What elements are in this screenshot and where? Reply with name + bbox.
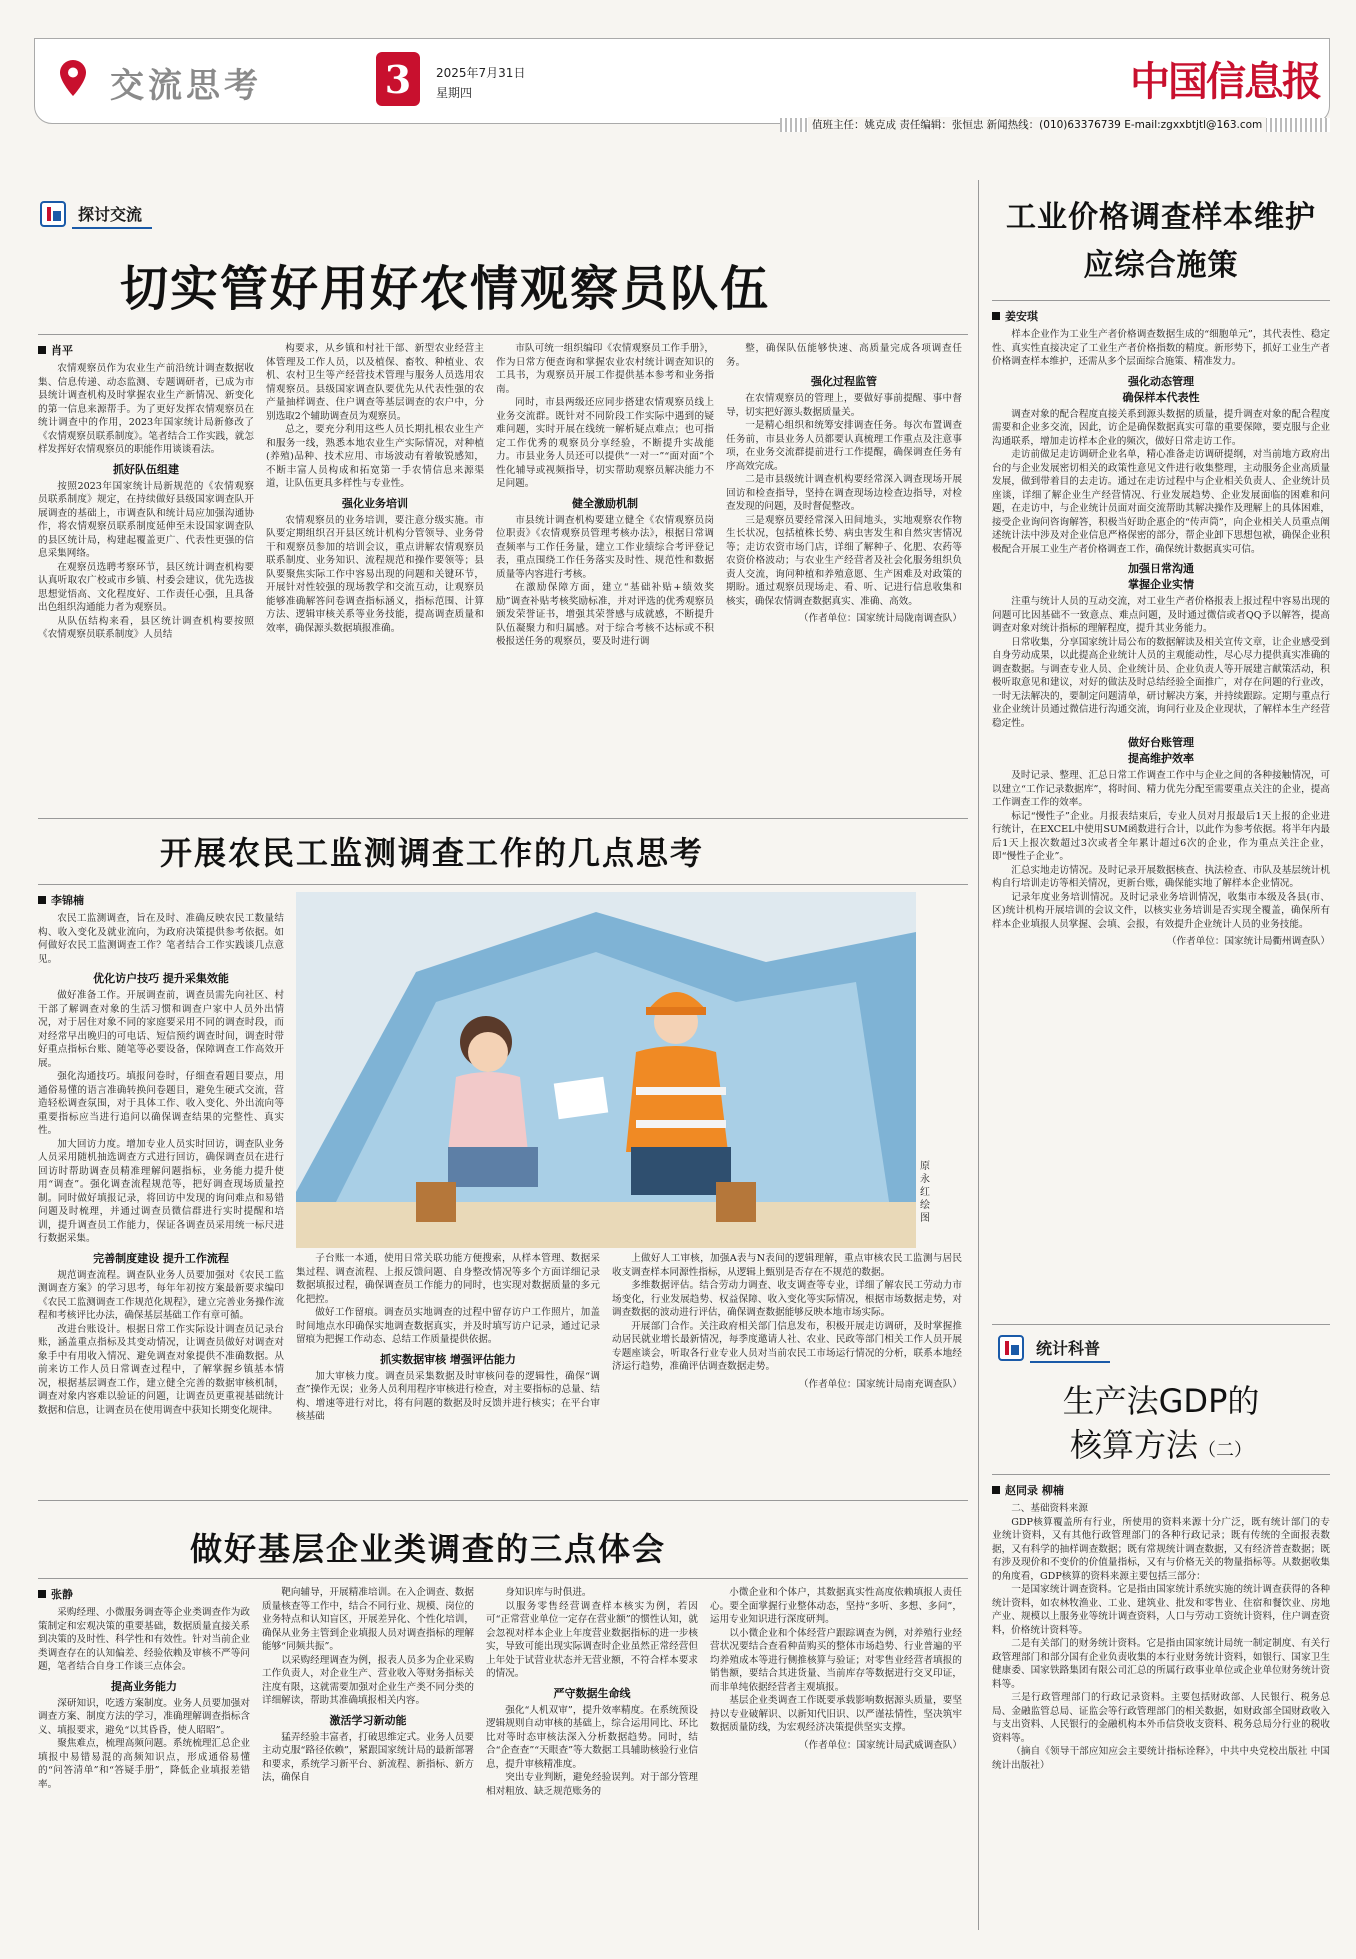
paragraph: 二、基础资料来源 [1011, 1503, 1088, 1514]
article3-body [262, 1586, 474, 1708]
article3-body [710, 1586, 962, 1735]
article1-col4 [726, 342, 962, 812]
article3-col1 [38, 1586, 250, 1930]
paragraph: 多维数据评估。结合劳动力调查、收支调查等专业，详细了解农民工劳动力市场变化，行业发展趋势、权益保障、收入变化等实际情况，根据市场数据走势，对调查数据的波动进行评估，确保调查数据能够反映本地市场实际。 [612, 1280, 962, 1318]
paragraph: 规范调查流程。调查队业务人员要加强对《农民工监测调查方案》的学习思考，每年年初按方案最新要求编印《农民工监测调查工作规范化规程》，建立完善业务操作流程和考核评比办法，确保基层基础工作有章可循。 [38, 1269, 284, 1321]
paragraph: 基层企业类调查工作既要承载影响数据源头质量，要坚持以专业破解识、以新知代旧识、以严谨祛情性，坚决筑牢数据质量防线，为宏观经济决策提供坚实支撑。 [710, 1695, 962, 1733]
paragraph: 猛弄经验丰富者，打破思维定式。业务人员要主动克服“路径依赖”，紧跟国家统计局的最新部署和要求，系统学习新平台、新流程、新指标、新方法，确保自 [262, 1731, 474, 1783]
article1-author: 肖平 [38, 342, 254, 358]
paragraph: 在激励保障方面，建立“基础补贴+绩效奖励”调查补贴考核奖励标准，并对评选的优秀观察员颁发荣誉证书，增强其荣誉感与成就感，不断提升队伍凝聚力和归属感。对于综合考核不达标或不积极报送任务的观察员，要及时进行调 [496, 582, 714, 647]
article1-body [496, 342, 714, 491]
stats-tag-icon [998, 1335, 1024, 1361]
article2-subhead2: 完善制度建设 提升工作流程 [93, 1251, 229, 1265]
article3-subhead1: 提高业务能力 [111, 1679, 177, 1693]
paragraph: 以采购经理调查为例，报表人员多为企业采购工作负责人，对企业生产、营业收入等财务指标关注度有限，这就需要加强对企业生产类不同分类的详细解读，帮助其准确填报相关内容。 [262, 1654, 474, 1706]
article2-body [38, 1269, 284, 1418]
article4-body [992, 328, 1330, 369]
article4-body [992, 408, 1330, 557]
paragraph: 调查对象的配合程度直接关系到源头数据的质量，提升调查对象的配合程度需要和企业多交流，因此，访企是确保数据真实可靠的重要保障，要克服与企业沟通联系，增加走访样本企业的频次，做好日常走访工作。 [992, 408, 1330, 447]
paragraph: 农情观察员作为农业生产前沿统计调查数据收集、信息传递、动态监测、专题调研者，已成为市县统计调查机构及时掌握农业生产新情况、新变化的第一信息来源帮手。为了更好发挥农情观察员在统计调查中的作用，2023年国家统计局新修改了《农情观察员联系制度》。笔者结合工作实践，就怎样发挥好农情观察员的职能作用谈谈看法。 [38, 363, 254, 455]
paragraph: 日常收集，分享国家统计局公布的数据解读及相关宣传文章，让企业感受到自身劳动成果，以此提高企业统计人员的主观能动性，尽心尽力提供真实准确的调查数据。与调查专业人员、企业统计员、企业负责人等开展建言献策活动，积极听取意见和建议，对好的做法及时总结经验全面推广，对存在问题的行业改，一时无法解决的，要制定问题清单，研讨解决方案，并持续跟踪。定期与重点行业企业统计员通过微信进行沟通交流，询问行业及企业现状，了解样本生产经营稳定性。 [992, 636, 1330, 729]
article4-subhead1: 强化动态管理 确保样本代表性 [1122, 374, 1200, 404]
article2-col3 [612, 1252, 962, 1492]
column-divider [978, 180, 979, 1930]
paragraph: 二是市县级统计调查机构要经常深入调查现场开展回访和检查指导，坚持在调查现场边检查边指导，对检查发现的问题，及时督促整改。 [726, 474, 962, 512]
article2-body [38, 912, 284, 966]
article1-body [726, 392, 962, 608]
paragraph: 开展部门合作。关注政府相关部门信息发布，积极开展走访调研，及时掌握推动居民就业增长最新情况，每季度邀请人社、农业、民政等部门相关工作人员开展专题座谈会，听取各行业专业人员对当前农民工市场运行情况的分析，联系本地经济运行趋势，准确评估调查数据走势。 [612, 1320, 962, 1372]
paragraph: 加大回访力度。增加专业人员实时回访，调查队业务人员采用随机抽选调查方式进行回访，确保调查员在进行回访时帮助调查员精准理解问题指标，业务能力提升使用“调查”。强化调查流程规范等，把好调查现场质量控制。同时做好填报记录，将回访中发现的询问难点和易错问题及时梳理，并通过调查员微信群进行实时提醒和培训，提升调查员工作能力，保证各调查员采用统一标尺进行数据采集。 [38, 1138, 284, 1244]
article4-title-line1: 工业价格调查样本维护 [1006, 200, 1316, 235]
article3-author: 张静 [38, 1586, 250, 1602]
paragraph: 按照2023年国家统计局新规范的《农情观察员联系制度》规定，在持续做好县级国家调查队开展调查的基础上，市调查队和统计局应加强沟通协作，将农情观察员联系制度延伸至未设国家调查队的县区统计局，构建起覆盖更广、代表性更强的信息采集网络。 [38, 480, 254, 559]
paragraph: 在观察员选聘考察环节，县区统计调查机构要认真听取农广校或市乡镇、村委会建议，优先选拔思想觉悟高、文化程度好、工作责任心强，且具备出色组织沟通能力者为观察员。 [38, 561, 254, 613]
article1-title: 切实管好用好农情观察员队伍 [120, 261, 771, 317]
article2-body [38, 989, 284, 1246]
article1-subhead1: 抓好队伍组建 [113, 462, 179, 476]
article1-body [496, 514, 714, 649]
paragraph: 做好准备工作。开展调查前，调查员需先向社区、村干部了解调查对象的生活习惯和调查户家中人员外出情况，对于居住对象不同的家庭要采用不同的调查时段，而对经常早出晚归的可电话、短信预约调查时间，调查时带好重点指标台账、随笔等必要设备，保障调查工作高效开展。 [38, 990, 284, 1069]
article4-author-unit: （作者单位：国家统计局衢州调查队） [1166, 936, 1330, 947]
paragraph: 农民工监测调查，旨在及时、准确反映农民工数量结构、收入变化及就业流向，为政府决策提供参考依据。如何做好农民工监测调查工作？笔者结合工作实践谈几点意见。 [38, 913, 284, 965]
paragraph: 同时，市县两级还应同步搭建农情观察员线上业务交流群。既针对不同阶段工作实际中遇到的疑难问题，实时开展在线统一解析疑点难点；也可指定工作优秀的观察员分享经验，不断提升实战能力。市县业务人员还可以提供“一对一”“面对面”个性化辅导或视频指导，切实帮助观察员解决能力不足问题。 [496, 397, 714, 489]
paragraph: 小微企业和个体户，其数据真实性高度依赖填报人责任心。要全面掌握行业整体动态，坚持“多听、多想、多问”，运用专业知识进行深度研判。 [710, 1587, 962, 1625]
article4-title-line2: 应综合施策 [1083, 248, 1239, 283]
article3-col3 [486, 1586, 698, 1930]
article3-title: 做好基层企业类调查的三点体会 [190, 1530, 667, 1568]
divider [38, 1578, 968, 1579]
article3-body [486, 1704, 698, 1799]
article2-body [296, 1370, 600, 1424]
article3-col2 [262, 1586, 474, 1930]
paragraph: 在农情观察员的管理上，要做好事前提醒、事中督导，切实把好源头数据质量关。 [726, 393, 962, 418]
location-pin-icon [60, 60, 86, 96]
paragraph: 突出专业判断，避免经验误判。对于部分管理相对粗放、缺乏规范账务的 [486, 1772, 698, 1797]
article2-illustration [296, 892, 916, 1248]
divider [38, 884, 968, 885]
article2-col1 [38, 892, 284, 1492]
article5-title-line1: 生产法GDP的 [1062, 1382, 1260, 1420]
tag-stats-science: 统计科普 [998, 1334, 1110, 1362]
article3-subhead2: 激活学习新动能 [329, 1713, 407, 1727]
paragraph: 三是行政管理部门的行政记录资料。主要包括财政部、人民银行、税务总局、金融监管总局、证监会等行政管理部门的相关数据，如财政部全国财政收入与支出资料、人民银行的金融机构本外币信贷收支资料、税务总局分行业的税收资料等。 [992, 1692, 1330, 1744]
article2-author-unit: （作者单位：国家统计局南充调查队） [798, 1378, 962, 1390]
divider [38, 1500, 968, 1501]
article3-body [38, 1697, 250, 1792]
section-name: 交流思考 [110, 66, 262, 106]
paragraph: 加大审核力度。调查员采集数据及时审核问卷的逻辑性，确保“调查”操作无误；业务人员利用程序审核进行检查，对主要指标的总量、结构、增速等进行对比，将有问题的数据及时反馈并进行核实；在平台审核基础 [296, 1370, 600, 1422]
article1-col2 [266, 342, 484, 812]
article2-subhead1: 优化访户技巧 提升采集效能 [93, 972, 229, 985]
paragraph: GDP核算覆盖所有行业，所使用的资料来源十分广泛，既有统计部门的专业统计资料，又有其他行政管理部门的各种行政记录；既有传统的全面报表数据，又有科学的抽样调查数据；既有常规统计调查数据，又有经济普查数据；既有涉及现价和不变价的价值量指标，又有与价格无关的物量指标等。从数据收集的角度看，GDP核算的资料来源主要包括三部分： [992, 1516, 1330, 1582]
paragraph: 采购经理、小微服务调查等企业类调查作为政策制定和宏观决策的重要基础，数据质量直接关系到决策的及时性、科学性和有效性。针对当前企业类调查存在的认知偏差、经验依赖及审核不严等问题，笔者结合自身工作谈三点体会。 [38, 1607, 250, 1672]
article5-body [992, 1502, 1330, 1772]
article2-body [612, 1252, 962, 1374]
paragraph: 做好工作留痕。调查员实地调查的过程中留存访户工作照片，加盖时间地点水印确保实地调查数据真实，并及时填写访户记录，通过记录留痕为把握工作动态、总结工作质量提供依据。 [296, 1307, 600, 1345]
divider [992, 1324, 1330, 1325]
paragraph: 及时记录、整理、汇总日常工作调查工作中与企业之间的各种接触情况，可以建立“工作记录数据库”，将时间、精力优先分配至需要重点关注的企业，提高工作调查工作的效率。 [992, 770, 1330, 808]
paragraph: 以服务零售经营调查样本核实为例，若因可“正常营业单位一定存在营业额”的惯性认知，就会忽视对样本企业上年度营业数据指标的进一步核实，导致可能出现实际调查时企业虽然正常经营但上年处于试营业状态并无营业额，不符合样本要求的情况。 [486, 1600, 698, 1679]
paragraph: 标记“慢性子”企业。月报表结束后，专业人员对月报最后1天上报的企业进行统计，在EXCEL中使用SUM函数进行合计，以此作为参考依据。将半年内最后1天上报次数超过3次或者全年累计超过6次的企业，作为重点关注企业，即“慢性子企业”。 [992, 810, 1330, 862]
paragraph: 以小微企业和个体经营户跟踪调查为例，对养殖行业经营状况要结合查看种苗购买的整体市场趋势、行业普遍的平均养殖成本等进行侧推核算与验证；对零售业经营者填报的销售额，要结合其进货量、当前库存等数据进行交叉印证，而非单纯依据经营者主观填报。 [710, 1627, 962, 1693]
tag-discussion: 探讨交流 [40, 200, 152, 228]
article5-title-suffix: （二） [1198, 1440, 1252, 1461]
paragraph: 样本企业作为工业生产者价格调查数据生成的“细胞单元”，其代表性、稳定性、真实性直接决定了工业生产者价格指数的精度。新形势下，抓好工业生产者价格调查样本维护，还需从多个层面综合施策、精准发力。 [992, 329, 1330, 367]
paragraph: 构要求，从乡镇和村社干部、新型农业经营主体管理及工作人员，以及植保、畜牧、种植业、农机、农村卫生等产经营技术管理与服务人员选用农情观察员。县级国家调查队要优先从代表性强的农产量抽样调查、住户调查等基层调查的农户中，分别选取2个辅助调查员为观察员。 [266, 343, 484, 422]
editor-credits: 值班主任：姚克成 责任编辑：张恒忠 新闻热线：(010)63376739 E-mail:zgxxbtjtl@163.com [808, 117, 1266, 132]
paragraph: 一是国家统计调查资料。它是指由国家统计系统实施的统计调查获得的各种统计资料，如农林牧渔业、工业、建筑业、批发和零售业、住宿和餐饮业、房地产业、规模以上服务业等统计调查资料，人口与劳动工资统计资料，住户调查资料，价格统计资料等。 [992, 1584, 1330, 1636]
issue-weekday: 星期四 [436, 86, 473, 100]
paragraph: 子台账一本通，使用日常关联功能方便搜索，从样本管理、数据采集过程、调查流程、上报反馈问题、自身整改情况等多个方面详细记录数据填报过程，确保调查员工作能力的同时，也实现对数据质量的多元化把控。 [296, 1253, 600, 1305]
article3-body [38, 1606, 250, 1674]
article1-body [266, 342, 484, 491]
article4-body [992, 595, 1330, 730]
article3-col4 [710, 1586, 962, 1930]
paragraph: 记录年度业务培训情况。及时记录业务培训情况，收集市本级及各县(市、区)统计机构开展培训的会议文件，以核实业务培训是否实现全覆盖，确保所有样本企业填报人员掌握、会填、会报，有效提升企业统计人员的业务技能。 [992, 891, 1330, 930]
paragraph: 深研知识，吃透方案制度。业务人员要加强对调查方案、制度方法的学习，准确理解调查指标含义、填报要求，避免“以其昏昏，使人昭昭”。 [38, 1697, 250, 1736]
paragraph: 农情观察员的业务培训，要注意分级实施。市队要定期组织召开县区统计机构分管领导、业务骨干和观察员参加的培训会议，重点讲解农情观察员联系制度、业务知识、流程规范和操作要领等；县队要聚焦实际工作中容易出现的问题和关键环节，开展针对性较强的现场教学和交流互动，让观察员能够准确解答问卷调查指标涵义，指标范围、计算方法、逻辑审核关系等业务技能，提高调查质量和效率，确保源头数据填报准确。 [266, 514, 484, 634]
paragraph: 上做好人工审核，加强A表与N表间的逻辑理解，重点审核农民工监测与居民收支调查样本同源性指标，从逻辑上甄别是否存在不规范的数据。 [612, 1253, 962, 1278]
paragraph: 汇总实地走访情况。及时记录开展数据核查、执法检查、市队及基层统计机构自行培训走访等相关情况，更新台账，确保能实地了解样本企业情况。 [992, 864, 1330, 889]
article5-author: 赵同录 柳楠 [992, 1482, 1330, 1498]
article1-body [726, 342, 962, 369]
article3-body [486, 1586, 698, 1681]
stats-tag-icon [40, 201, 66, 227]
divider [38, 818, 968, 819]
article1-subhead3: 健全激励机制 [572, 496, 638, 510]
paragraph: 从队伍结构来看，县区统计调查机构要按照《农情观察员联系制度》人员结 [38, 615, 254, 640]
paragraph: 强化“人机双审”，提升效率精度。在系统预设逻辑规则自动审核的基础上，综合运用同比、环比比对等时态审核法深入分析数据趋势。同时，结合“企查查”“天眼查”等大数据工具辅助核验行业信息，提升审核精准度。 [486, 1704, 698, 1770]
article3-subhead3: 严守数据生命线 [553, 1686, 631, 1700]
article1-subhead4: 强化过程监管 [811, 375, 877, 388]
article2-title: 开展农民工监测调查工作的几点思考 [160, 834, 705, 872]
article1-col1 [38, 342, 254, 812]
article4-body [992, 769, 1330, 931]
article5-title-line2-wrap [992, 1420, 1330, 1466]
article2-body [296, 1252, 600, 1347]
paragraph: 改进台账设计。根据日常工作实际设计调查员记录台账，涵盖重点指标及其变动情况，让调查员做好对调查对象手中有用收入情况、避免调查对象提供不准确数据。从前来访工作人员日常调查过程中，了解掌握乡镇基本情况，根据基层调查工作，建立健全完善的数据审核机制，调查对象内容难以验证的问题，让调查员更重视基础统计数据和信息，让调查员在使用调查中获知长期变化规律。 [38, 1323, 284, 1416]
paragraph: 市县统计调查机构要建立健全《农情观察员岗位职责》《农情观察员管理考核办法》，根据日常调查频率与工作任务量，建立工作业绩综合考评登记表，重点围绕工作任务落实及时性、规范性和数据质量等内容进行考核。 [496, 514, 714, 580]
paragraph: 身知识库与时俱进。 [505, 1587, 592, 1598]
issue-date: 2025年7月31日 [436, 66, 526, 80]
article5-body-column [992, 1482, 1330, 1932]
article5-title-line2: 核算方法 [1069, 1426, 1198, 1464]
article3-body [262, 1731, 474, 1785]
article3-author-unit: （作者单位：国家统计局武威调查队） [798, 1739, 962, 1751]
article4-subhead2: 加强日常沟通 掌握企业实情 [1128, 562, 1194, 591]
paragraph: 市队可统一组织编印《农情观察员工作手册》，作为日常方便查询和掌握农业农村统计调查知识的工具书，为观察员开展工作提供基本参考和业务指南。 [496, 343, 714, 395]
paragraph: 强化沟通技巧。填报问卷时，仔细查看题目要点，用通俗易懂的语言准确转换问卷题目，避免生硬式交流，营造轻松调查氛围，对于具体工作、收入变化、外出流向等重要指标应当进行追问以确保调查结果的完整性、真实性。 [38, 1071, 284, 1136]
article1-col3 [496, 342, 714, 812]
article2-author: 李锦楠 [38, 892, 284, 908]
paragraph: 二是有关部门的财务统计资料。它是指由国家统计局统一制定制度、有关行政管理部门和部分国有企业负责收集的本行业财务统计资料，如银行、国家卫生健康委、国家铁路集团有限公司汇总的所属行政事业单位或企业单位财务统计资料等。 [992, 1638, 1330, 1690]
paragraph: 聚焦难点，梳理高频问题。系统梳理汇总企业填报中易错易混的高频知识点，形成通俗易懂的“问答清单”和“答疑手册”，降低企业填报差错率。 [38, 1738, 250, 1790]
article1-body [38, 362, 254, 457]
paper-logo: 中国信息报 [1130, 58, 1320, 105]
illustrator-credit: 原永红 绘图 [920, 1161, 930, 1224]
article2-subhead3: 抓实数据审核 增强评估能力 [380, 1352, 516, 1366]
divider [992, 300, 1330, 301]
article1-body [38, 480, 254, 642]
article4-author: 姜安琪 [992, 308, 1330, 324]
article2-col2 [296, 1252, 600, 1492]
article1-subhead2: 强化业务培训 [342, 496, 408, 510]
paragraph: 总之，要充分利用这些人员长期扎根农业生产和服务一线，熟悉本地农业生产实际情况，对种植(养殖)品种、技术应用、市场波动有着敏锐感知，不断丰富人员构成和拓宽第一手农情信息来源渠道，让队伍更具多样性与专业性。 [266, 424, 484, 489]
paragraph: 靶向辅导，开展精准培训。在入企调查、数据质量核查等工作中，结合不同行业、规模、岗位的业务特点和认知盲区，开展差异化、个性化培训，确保从业务主管到企业填报人员对调查指标的理解能够“同频共振”。 [262, 1587, 474, 1652]
paragraph: 一是精心组织和统筹安排调查任务。每次布置调查任务前，市县业务人员都要认真梳理工作重点及注意事项，在业务交流群提前进行工作提醒，确保调查任务有序高效完成。 [726, 420, 962, 472]
page-number-badge [376, 52, 420, 106]
paragraph: （摘自《领导干部应知应会主要统计指标诠释》，中共中央党校出版社 中国统计出版社） [992, 1746, 1330, 1771]
divider [992, 1474, 1330, 1475]
paragraph: 整，确保队伍能够快速、高质量完成各项调查任务。 [726, 343, 962, 368]
page-number: 3 [384, 56, 412, 102]
paragraph: 注重与统计人员的互动交流，对工业生产者价格报表上报过程中容易出现的问题可比因基础不一致意点、难点问题，及时通过微信或者QQ予以解答，提高调查对象对统计指标的理解程度，提升其业务能力。 [992, 596, 1330, 634]
article4-body-column [992, 308, 1330, 1320]
divider [38, 334, 968, 335]
article1-body [266, 514, 484, 636]
paragraph: 三是观察员要经常深入田间地头，实地观察农作物生长状况，包括植株长势、病虫害发生和自然灾害情况等；走访农资市场门店，详细了解种子、化肥、农药等农资价格波动；与农业生产经营者及社会化服务组织负责人交流，询问种植和养殖意愿、生产困难及对政策的期盼。通过观察员现场走、看、听、记进行信息收集和核实，确保农情调查数据真实、准确、高效。 [726, 514, 962, 607]
paragraph: 走访前做足走访调研企业名单，精心准备走访调研提纲，对当前地方政府出台的与企业发展密切相关的政策性意见文件进行收集整理，主动服务企业高质量发展，做到带着目的去走访。通过在走访过程中与企业相关负责人、企业统计员座谈，详细了解企业生产经营情况、行业发展趋势、企业发展面临的困难和问题，在走访中，与企业统计员面对面交流帮助其解决操作及理解上的具体困难，接受企业询问咨询解答，积极当好助企惠企的“传声筒”，向企业相关人员重点阐述统计法中涉及对企业信息严格保密的部分，帮企业卸下思想包袱，确保企业积极配合开展工业生产者价格调查工作，确保统计数据真实可信。 [992, 449, 1330, 555]
article1-author-unit: （作者单位：国家统计局陇南调查队） [798, 613, 962, 624]
article4-subhead3: 做好台账管理 提高维护效率 [1128, 736, 1194, 765]
